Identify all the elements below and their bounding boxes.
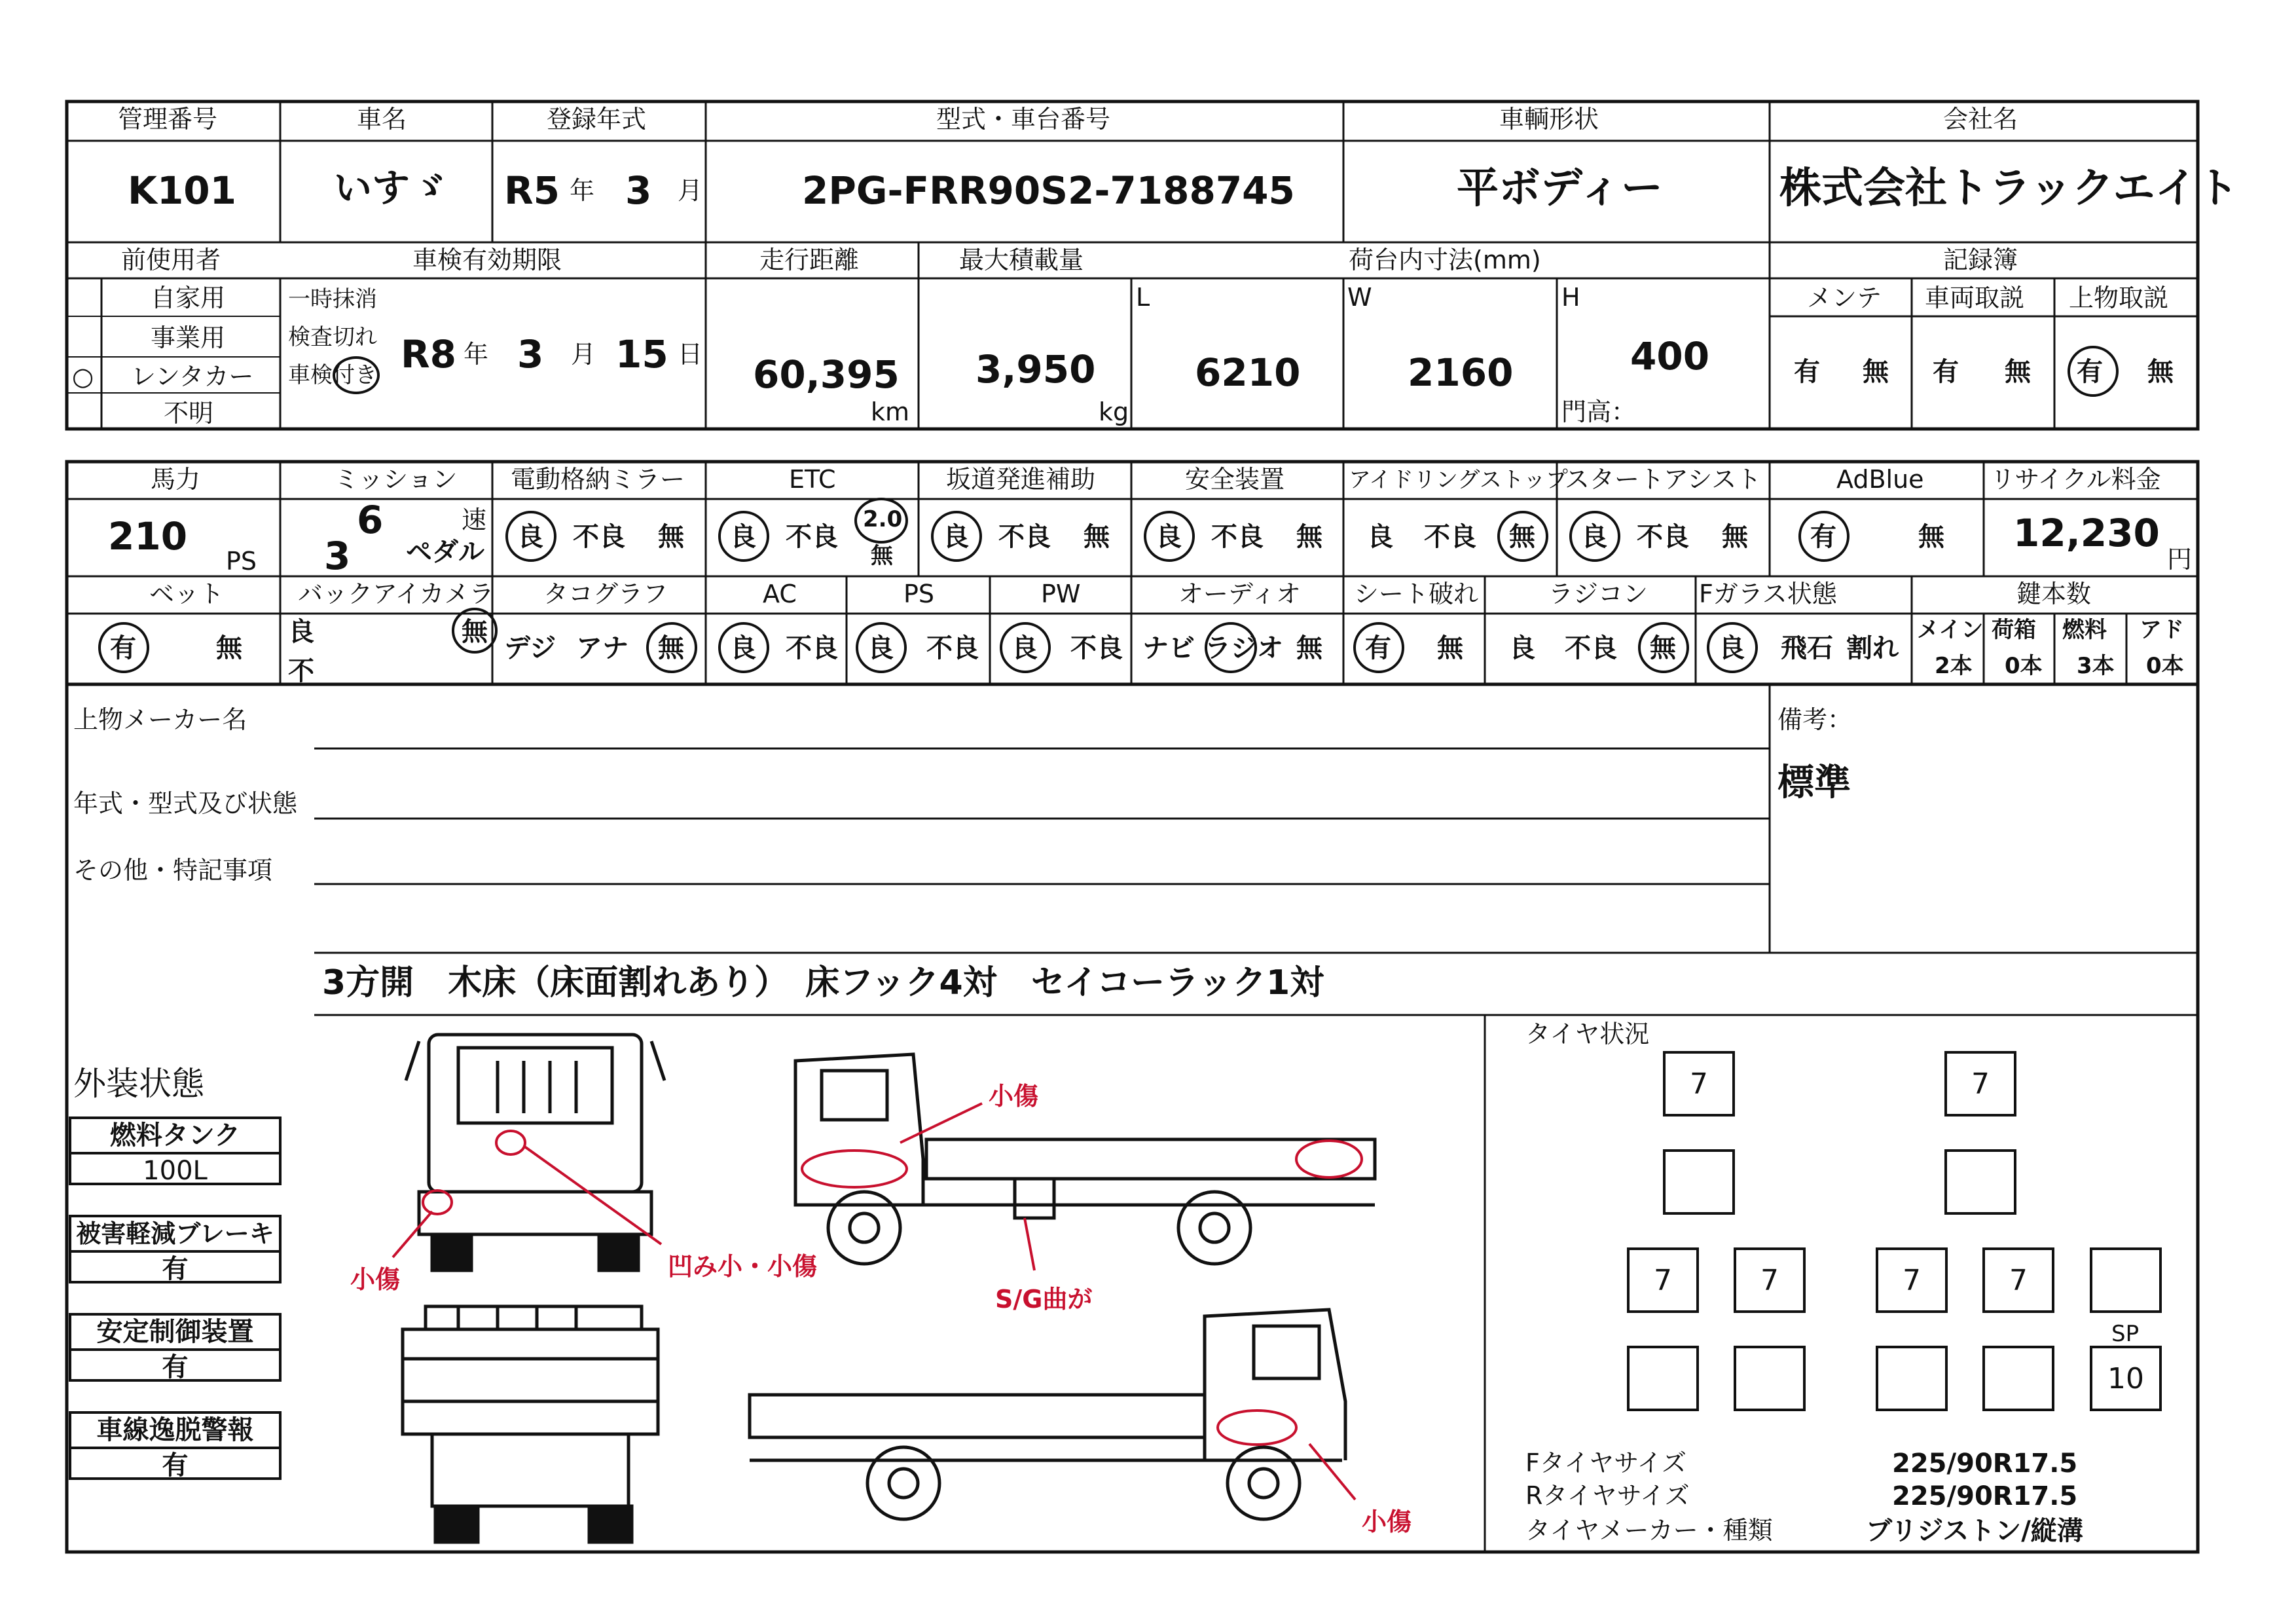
label-ac: AC — [763, 580, 797, 608]
label-etc: ETC — [789, 465, 836, 494]
key-ad-label: アド — [2140, 617, 2184, 643]
label-body-manual: 上物取説 — [2069, 284, 2169, 312]
stability-control-value: 有 — [162, 1352, 189, 1382]
label-records: 記録簿 — [1943, 246, 2018, 274]
tacho-digital: デジ — [504, 633, 556, 663]
tire-rear2-outer-right — [1982, 1346, 2054, 1411]
glass-good: 良 — [1719, 633, 1745, 663]
maint-yes: 有 — [1794, 357, 1820, 387]
dim-l-label: L — [1136, 283, 1150, 312]
mirror-bad: 不良 — [573, 522, 625, 552]
hill-bad: 不良 — [998, 522, 1051, 552]
etc-version: 2.0 — [863, 506, 903, 532]
damage-note-2: 凹み小・小傷 — [668, 1252, 818, 1281]
tire-spare: 10 — [2090, 1346, 2162, 1411]
key-fuel-count: 3本 — [2077, 653, 2115, 679]
tire-maker: ブリジストン/縦溝 — [1866, 1516, 2083, 1546]
tire-front-right-2 — [1944, 1149, 2016, 1215]
label-idling-stop: アイドリングストップ — [1349, 467, 1568, 493]
spare-label: SP — [2111, 1321, 2140, 1347]
bed-no: 無 — [216, 633, 242, 663]
insp-temp-cancel: 一時抹消 — [288, 286, 377, 312]
etc-good: 良 — [730, 522, 756, 552]
pedals-unit: ペダル — [406, 537, 484, 567]
f-tire-size: 225/90R17.5 — [1892, 1449, 2078, 1479]
idling-bad: 不良 — [1424, 522, 1476, 552]
label-inspection-expiry: 車検有効期限 — [412, 246, 562, 274]
stability-control-label: 安定制御装置 — [71, 1316, 279, 1351]
damage-note-5: 小傷 — [1362, 1507, 1412, 1536]
manual-yes: 有 — [1933, 357, 1959, 387]
truck-side-view-right — [795, 1054, 1375, 1264]
tire-front-left: 7 — [1663, 1051, 1735, 1116]
damage-note-3: 小傷 — [350, 1265, 401, 1294]
audio-radio: ラジオ — [1205, 633, 1283, 663]
start-assist-good: 良 — [1581, 522, 1607, 552]
label-maintenance: メンテ — [1807, 284, 1882, 312]
safety-none: 無 — [1296, 522, 1322, 552]
insp-month-unit: 月 — [571, 340, 596, 369]
reg-month-unit: 月 — [678, 176, 703, 205]
dim-h-label: H — [1561, 283, 1580, 312]
label-keys: 鍵本数 — [2016, 580, 2092, 608]
bed-yes: 有 — [110, 633, 136, 663]
tire-front-right: 7 — [1944, 1051, 2016, 1116]
key-main-count: 2本 — [1935, 653, 1973, 679]
mileage-value: 60,395 — [753, 352, 900, 397]
tire-spare-slot-top — [2090, 1247, 2162, 1313]
fuel-tank-value: 100L — [143, 1156, 208, 1186]
special-note: 3方開 木床（床面割れあり） 床フック4対 セイコーラック1対 — [322, 963, 1324, 1003]
camera-bad: 不 — [288, 656, 314, 686]
tacho-none: 無 — [658, 633, 684, 663]
label-remote: ラジコン — [1548, 580, 1649, 608]
maint-no: 無 — [1863, 357, 1889, 387]
tire-maker-label: タイヤメーカー・種類 — [1525, 1516, 1773, 1545]
seat-no: 無 — [1437, 633, 1463, 663]
label-model-chassis: 型式・車台番号 — [936, 105, 1111, 134]
f-tire-size-label: Fタイヤサイズ — [1525, 1449, 1687, 1477]
label-power-mirror: 電動格納ミラー — [511, 465, 685, 494]
adblue-none: 無 — [1918, 522, 1944, 552]
recycle-unit: 円 — [2167, 545, 2193, 574]
lane-departure-value: 有 — [162, 1450, 189, 1481]
label-safety: 安全装置 — [1185, 465, 1285, 494]
model-chassis-no: 2PG-FRR90S2-7188745 — [802, 168, 1295, 213]
dim-h-value: 400 — [1630, 334, 1710, 378]
hp-unit: PS — [226, 547, 257, 576]
exterior-title: 外装状態 — [73, 1065, 204, 1103]
mirror-good: 良 — [517, 522, 543, 552]
label-pw: PW — [1041, 580, 1081, 608]
truck-side-view-left — [750, 1310, 1345, 1519]
seat-yes: 有 — [1365, 633, 1391, 663]
gears-unit: 速 — [462, 506, 487, 534]
insp-year-unit: 年 — [464, 340, 489, 369]
tire-title: タイヤ状況 — [1525, 1020, 1650, 1048]
remarks-value: 標準 — [1777, 762, 1851, 804]
etc-bad: 不良 — [786, 522, 838, 552]
body-manual-yes: 有 — [2077, 357, 2103, 387]
insp-month: 3 — [517, 332, 544, 377]
label-year-model-state: 年式・型式及び状態 — [73, 789, 298, 818]
label-bed: ベット — [149, 580, 225, 608]
tire-rear-inner-left: 7 — [1734, 1247, 1806, 1313]
tire-rear-outer-right: 7 — [1982, 1247, 2054, 1313]
ps-bad: 不良 — [926, 633, 979, 663]
gears-value: 6 — [357, 498, 384, 542]
body-shape: 平ボディー — [1457, 164, 1663, 213]
remote-good: 良 — [1509, 633, 1535, 663]
label-body-shape: 車輌形状 — [1499, 105, 1599, 134]
reg-year-unit: 年 — [570, 176, 595, 205]
etc-none: 無 — [871, 543, 893, 569]
gate-height-label: 門高： — [1561, 397, 1637, 426]
damage-note-1: 小傷 — [989, 1082, 1039, 1111]
label-mileage: 走行距離 — [759, 246, 860, 274]
tacho-analog: アナ — [576, 633, 629, 663]
tire-rear2-inner-left — [1734, 1346, 1806, 1411]
prev-user-business: 事業用 — [151, 323, 226, 352]
insp-day: 15 — [615, 332, 668, 377]
label-recycle: リサイクル料金 — [1990, 465, 2161, 494]
tire-rear-outer-left: 7 — [1627, 1247, 1699, 1313]
truck-rear-view — [403, 1306, 658, 1542]
label-management-no: 管理番号 — [118, 105, 218, 134]
label-seat-tear: シート破れ — [1354, 580, 1479, 608]
glass-crack: 割れ — [1846, 633, 1899, 663]
label-maker: 車名 — [357, 105, 407, 134]
hp-value: 210 — [108, 514, 188, 559]
insp-valid: 車検付き — [288, 362, 377, 388]
label-glass: Fガラス状態 — [1699, 580, 1837, 608]
recycle-fee: 12,230 — [2013, 511, 2160, 555]
tire-rear2-outer-left — [1627, 1346, 1699, 1411]
key-box-label: 荷箱 — [1992, 617, 2036, 643]
r-tire-size-label: Rタイヤサイズ — [1525, 1481, 1690, 1510]
key-main-label: メイン — [1917, 617, 1984, 643]
tire-rear-inner-right: 7 — [1876, 1247, 1948, 1313]
body-manual-no: 無 — [2147, 357, 2174, 387]
safety-good: 良 — [1156, 522, 1182, 552]
label-ps: PS — [903, 580, 935, 608]
prev-user-private: 自家用 — [151, 284, 226, 312]
label-reg-year: 登録年式 — [547, 105, 647, 134]
idling-none: 無 — [1509, 522, 1535, 552]
audio-none: 無 — [1296, 633, 1322, 663]
damage-note-4: S/G曲が — [995, 1285, 1093, 1314]
camera-none: 無 — [462, 617, 488, 647]
reg-era: R5 — [504, 168, 560, 213]
collision-brake-label: 被害軽減ブレーキ — [71, 1217, 279, 1253]
manual-no: 無 — [2005, 357, 2031, 387]
label-hp: 馬力 — [151, 465, 201, 494]
dim-w-value: 2160 — [1408, 350, 1514, 395]
hill-good: 良 — [943, 522, 969, 552]
prev-user-mark: ○ — [72, 362, 94, 391]
label-other-notes: その他・特記事項 — [73, 856, 273, 885]
key-ad-count: 0本 — [2146, 653, 2184, 679]
label-vehicle-manual: 車両取説 — [1925, 284, 2025, 312]
label-start-assist: スタートアシスト — [1565, 465, 1762, 494]
label-remarks: 備考： — [1777, 705, 1853, 734]
lane-departure-label: 車線逸脱警報 — [71, 1414, 279, 1449]
label-hill-start: 坂道発進補助 — [946, 465, 1096, 494]
reg-month: 3 — [625, 168, 652, 213]
label-audio: オーディオ — [1178, 580, 1301, 608]
collision-brake-value: 有 — [162, 1254, 189, 1284]
safety-bad: 不良 — [1211, 522, 1264, 552]
dim-w-label: W — [1347, 283, 1372, 312]
prev-user-rental: レンタカー — [131, 362, 254, 391]
company-name: 株式会社トラックエイト — [1779, 164, 2239, 213]
prev-user-unknown: 不明 — [164, 399, 214, 428]
capacity-value: 3,950 — [975, 347, 1096, 392]
label-back-camera: バックアイカメラ — [298, 580, 494, 608]
dim-l-value: 6210 — [1195, 350, 1301, 395]
insp-era: R8 — [401, 332, 457, 377]
fuel-tank-label: 燃料タンク — [71, 1119, 279, 1154]
ac-bad: 不良 — [786, 633, 838, 663]
key-box-count: 0本 — [2005, 653, 2043, 679]
maker-name: いすゞ — [334, 166, 448, 210]
audio-navi: ナビ — [1142, 633, 1195, 663]
insp-day-unit: 日 — [678, 340, 703, 369]
remote-none: 無 — [1650, 633, 1676, 663]
pw-good: 良 — [1011, 633, 1038, 663]
remote-bad: 不良 — [1565, 633, 1617, 663]
label-transmission: ミッション — [334, 465, 458, 494]
ps-good: 良 — [867, 633, 894, 663]
label-body-maker: 上物メーカー名 — [73, 705, 247, 734]
label-adblue: AdBlue — [1836, 465, 1924, 494]
r-tire-size: 225/90R17.5 — [1892, 1481, 2078, 1511]
start-assist-none: 無 — [1722, 522, 1748, 552]
pedals-value: 3 — [324, 534, 351, 578]
truck-front-view — [406, 1035, 665, 1270]
label-company: 会社名 — [1943, 105, 2018, 134]
label-bed-dimensions: 荷台内寸法(mm) — [1349, 246, 1541, 274]
label-tachograph: タコグラフ — [543, 580, 668, 608]
ac-good: 良 — [730, 633, 756, 663]
mirror-none: 無 — [658, 522, 684, 552]
start-assist-bad: 不良 — [1637, 522, 1689, 552]
tire-front-left-2 — [1663, 1149, 1735, 1215]
capacity-unit: kg — [1099, 397, 1129, 426]
idling-good: 良 — [1367, 522, 1393, 552]
hill-none: 無 — [1084, 522, 1110, 552]
camera-good: 良 — [288, 617, 314, 647]
label-capacity: 最大積載量 — [959, 246, 1084, 274]
key-fuel-label: 燃料 — [2062, 617, 2107, 643]
pw-bad: 不良 — [1070, 633, 1123, 663]
insp-expired: 検査切れ — [288, 324, 377, 350]
mileage-unit: km — [871, 397, 910, 426]
adblue-yes: 有 — [1810, 522, 1836, 552]
tire-rear2-inner-right — [1876, 1346, 1948, 1411]
glass-chip: 飛石 — [1781, 633, 1833, 663]
management-no: K101 — [128, 168, 237, 213]
label-prev-user: 前使用者 — [121, 246, 221, 274]
